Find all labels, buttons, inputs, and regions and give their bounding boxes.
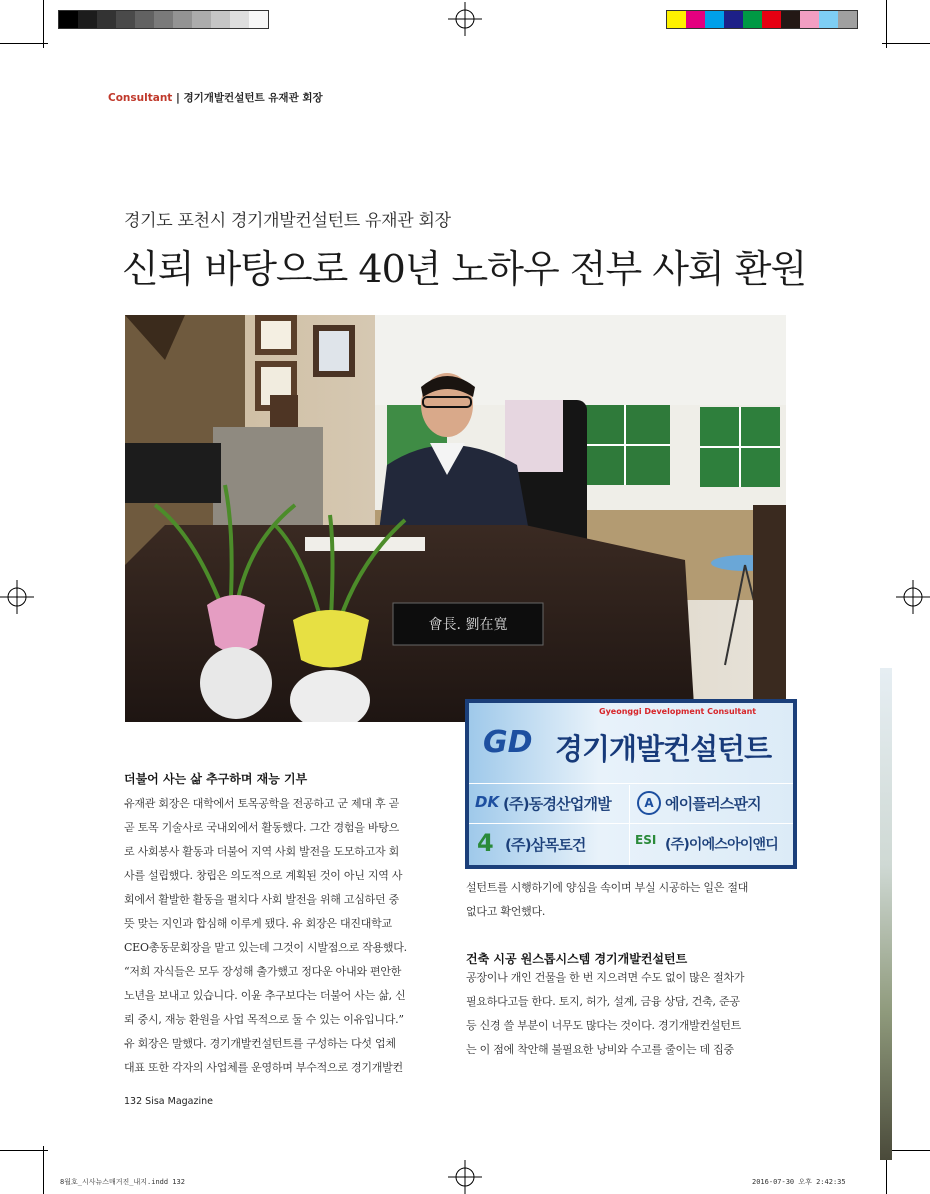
sign-company: (주)삼목토건	[505, 836, 586, 854]
body-line: CEO총동문회장을 맡고 있는데 그것이 시발점으로 작용했다.	[124, 941, 407, 954]
left-column-body	[124, 792, 436, 1080]
article-photo	[125, 315, 786, 722]
right-column-intro	[466, 876, 786, 924]
body-line: 노년을 보내고 있습니다. 이윤 추구보다는 더불어 사는 삶, 신	[124, 989, 406, 1002]
body-line: 설턴트를 시행하기에 양심을 속이며 부실 시공하는 일은 절대	[466, 881, 749, 894]
body-line: 뢰 중시, 재능 환원을 사업 목적으로 둘 수 있는 이유입니다.”	[124, 1013, 404, 1026]
body-line: 대표 또한 각자의 사업체를 운영하며 부수적으로 경기개발컨	[124, 1061, 403, 1074]
sign-mark: 4	[477, 829, 494, 857]
body-line: 로 사회봉사 활동과 더불어 지역 사회 발전을 도모하고자 회	[124, 845, 399, 858]
sign-company: (주)이에스아이앤디	[665, 837, 778, 853]
sign-company-name: 경기개발컨설턴트	[555, 732, 772, 766]
body-line: 유재관 회장은 대학에서 토목공학을 전공하고 군 제대 후 곧	[124, 797, 399, 810]
crop-mark	[43, 1146, 44, 1194]
registration-mark-icon	[896, 580, 930, 614]
body-line: 곧 토목 기술사로 국내외에서 활동했다. 그간 경험을 바탕으	[124, 821, 399, 834]
page-number: 132	[124, 1096, 143, 1107]
registration-mark-icon	[0, 580, 34, 614]
registration-mark-icon	[448, 1160, 482, 1194]
slug-timestamp: 2016-07-30 오후 2:42:35	[752, 1178, 846, 1186]
nameplate-text: 會長. 劉在寬	[428, 617, 508, 633]
slug-file-info: 8월호_시사뉴스매거진_내지.indd 132	[60, 1178, 185, 1186]
body-line: 는 이 점에 착안해 불필요한 낭비와 수고를 줄이는 데 집중	[466, 1043, 734, 1056]
sign-mark: DK	[475, 793, 500, 811]
grayscale-color-bar	[58, 10, 269, 29]
crop-mark	[886, 0, 887, 48]
left-column-heading: 더불어 사는 삶 추구하며 재능 기부	[124, 772, 308, 786]
section-separator: |	[175, 92, 180, 104]
section-category: Consultant	[108, 92, 173, 104]
sign-company: (주)동경산업개발	[503, 795, 611, 813]
body-line: 공장이나 개인 건물을 한 번 지으려면 수도 없이 많은 절차가	[466, 971, 745, 984]
body-line: 없다고 확언했다.	[466, 905, 546, 918]
page-footer	[124, 1096, 213, 1107]
body-line: 뜻 맞는 지인과 합심해 이루게 됐다. 유 회장은 대진대학교	[124, 917, 392, 930]
crop-mark	[882, 43, 930, 44]
company-sign	[465, 699, 797, 869]
right-column-heading: 건축 시공 원스톱시스템 경기개발컨설턴트	[466, 952, 688, 966]
section-name: 경기개발컨설턴트 유재관 회장	[183, 92, 323, 104]
body-line: 유 회장은 말했다. 경기개발컨설턴트를 구성하는 다섯 업체	[124, 1037, 396, 1050]
facing-page-bleed	[880, 668, 892, 1160]
office-photo-illustration	[125, 315, 786, 722]
sign-company: 에이플러스판지	[665, 795, 761, 813]
body-line: 필요하다고들 한다. 토지, 허가, 설계, 금융 상담, 건축, 준공	[466, 995, 740, 1008]
sign-english-name: Gyeonggi Development Consultant	[599, 707, 757, 716]
magazine-name: Sisa Magazine	[145, 1096, 213, 1107]
right-column-body	[466, 966, 786, 1062]
sign-mark: ESI	[635, 833, 657, 847]
crop-mark	[0, 43, 48, 44]
article-subtitle: 경기도 포천시 경기개발컨설턴트 유재관 회장	[124, 211, 451, 231]
process-color-bar	[666, 10, 858, 29]
crop-mark	[0, 1150, 48, 1151]
section-label	[108, 90, 323, 105]
crop-mark	[43, 0, 44, 48]
body-line: “저희 자식들은 모두 장성해 출가했고 정다운 아내와 편안한	[124, 965, 402, 978]
sign-mark: A	[637, 791, 661, 815]
body-line: 회에서 활발한 활동을 펼치다 사회 발전을 위해 고심하던 중	[124, 893, 399, 906]
article-title: 신뢰 바탕으로 40년 노하우 전부 사회 환원	[122, 247, 807, 291]
sign-logo: GD	[483, 725, 533, 760]
body-line: 사를 설립했다. 창립은 의도적으로 계획된 것이 아닌 지역 사	[124, 869, 403, 882]
body-line: 등 신경 쓸 부분이 너무도 많다는 것이다. 경기개발컨설턴트	[466, 1019, 741, 1032]
registration-mark-icon	[448, 2, 482, 36]
